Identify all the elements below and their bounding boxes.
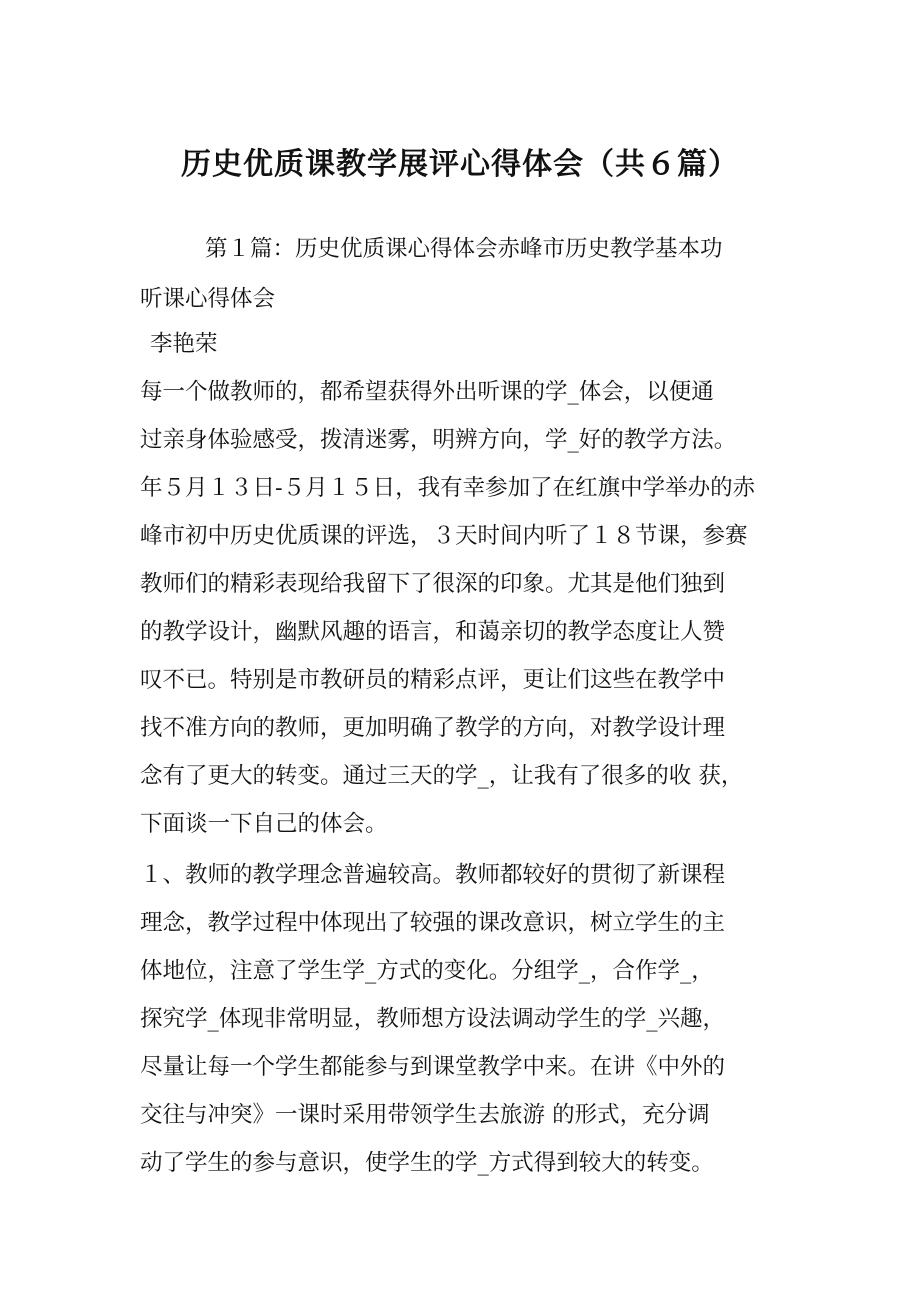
text-line: 动了学生的参与意识，使学生的学_方式得到较大的转变。: [140, 1150, 714, 1176]
subtitle-line: 第１篇：历史优质课心得体会赤峰市历史教学基本功: [205, 236, 723, 262]
text-line: 体地位，注意了学生学_方式的变化。分组学_，合作学_，: [140, 958, 714, 984]
text-line: 的教学设计，幽默风趣的语言，和蔼亲切的教学态度让人赞: [140, 619, 726, 645]
text-line: 交往与冲突》一课时采用带领学生去旅游 的形式，充分调: [140, 1102, 710, 1128]
subtitle-line: 听课心得体会: [140, 286, 276, 312]
chapter-subtitle: [140, 224, 790, 324]
text-line: 尽量让每一个学生都能参与到课堂教学中来。在讲《中外的: [140, 1054, 726, 1080]
paragraph-point-1: [140, 851, 790, 1187]
text-line: １、教师的教学理念普遍较高。教师都较好的贯彻了新课程: [140, 862, 726, 888]
document-title: 历史优质课教学展评心得体会（共６篇）: [181, 147, 739, 182]
author-name: 李艳荣: [150, 331, 218, 357]
text-line: 理念，教学过程中体现出了较强的课改意识，树立学生的主: [140, 910, 726, 936]
text-line: 教师们的精彩表现给我留下了很深的印象。尤其是他们独到: [140, 571, 726, 597]
text-line: 下面谈一下自己的体会。: [140, 811, 388, 837]
text-line: 找不准方向的教师，更加明确了教学的方向，对教学设计理: [140, 715, 726, 741]
text-line: 叹不已。特别是市教研员的精彩点评，更让们这些在教学中: [140, 667, 726, 693]
text-line: 探究学_体现非常明显，教师想方设法调动学生的学_兴趣，: [140, 1006, 726, 1032]
text-line: 峰市初中历史优质课的评选，３天时间内听了１８节课，参赛: [140, 523, 748, 549]
paragraph-intro: [140, 368, 790, 848]
text-line: 年５月１３日-５月１５日，我有幸参加了在红旗中学举办的赤: [140, 475, 756, 501]
text-line: 每一个做教师的，都希望获得外出听课的学_体会，以便通: [140, 379, 714, 405]
text-line: 过亲身体验感受，拨清迷雾，明辨方向，学_好的教学方法。: [140, 427, 737, 453]
text-line: 念有了更大的转变。通过三天的学_，让我有了很多的收 获，: [140, 763, 744, 789]
